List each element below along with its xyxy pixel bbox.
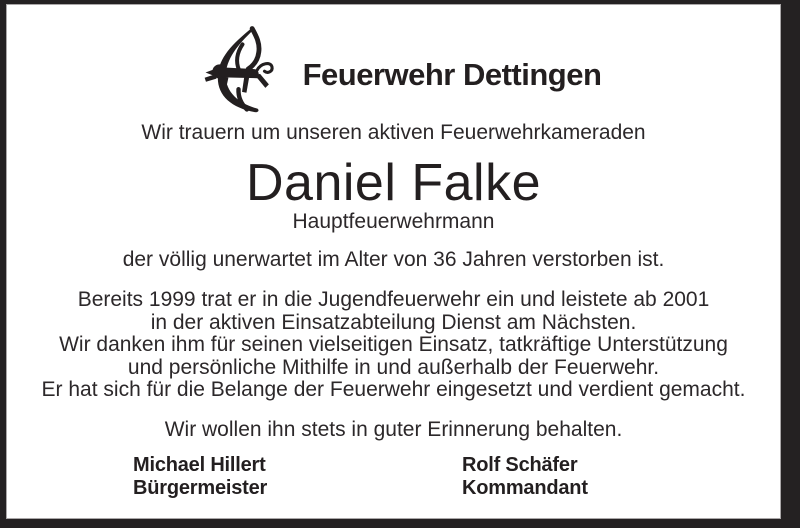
- signature-title: Bürgermeister: [133, 476, 268, 499]
- obituary-notice: [7, 5, 780, 518]
- closing-line: Wir wollen ihn stets in guter Erinnerung behalten.: [164, 417, 623, 441]
- notice-header: [15, 5, 788, 113]
- tribute-paragraph: [7, 289, 780, 402]
- intro-line: Wir trauern um unseren aktiven Feuerwehrkameraden: [141, 121, 646, 144]
- deceased-rank: Hauptfeuerwehrmann: [292, 210, 495, 233]
- tribute-line: in der aktiven Einsatzabteilung Dienst am Nächsten.: [150, 310, 637, 334]
- organization-name: Feuerwehr Dettingen: [302, 57, 602, 92]
- signatures: [7, 454, 780, 506]
- signature-name: Michael Hillert: [133, 453, 266, 476]
- deceased-name: Daniel Falke: [245, 154, 542, 212]
- tribute-line: Bereits 1999 trat er in die Jugendfeuerwehr ein und leistete ab 2001: [77, 288, 710, 311]
- tribute-line: und persönliche Mithilfe in und außerhalb der Feuerwehr.: [127, 355, 660, 379]
- signature-mayor: [133, 454, 267, 500]
- signature-commander: [462, 454, 588, 500]
- signature-title: Kommandant: [462, 476, 588, 499]
- signature-name: Rolf Schäfer: [462, 453, 578, 476]
- tribute-line: Wir danken ihm für seinen vielseitigen Einsatz, tatkräftige Unterstützung: [59, 333, 728, 356]
- death-line: der völlig unerwartet im Alter von 36 Jahren verstorben ist.: [122, 248, 665, 271]
- tribute-line: Er hat sich für die Belange der Feuerwehr eingesetzt und verdient gemacht.: [41, 378, 746, 401]
- flame-lion-icon: [202, 25, 290, 113]
